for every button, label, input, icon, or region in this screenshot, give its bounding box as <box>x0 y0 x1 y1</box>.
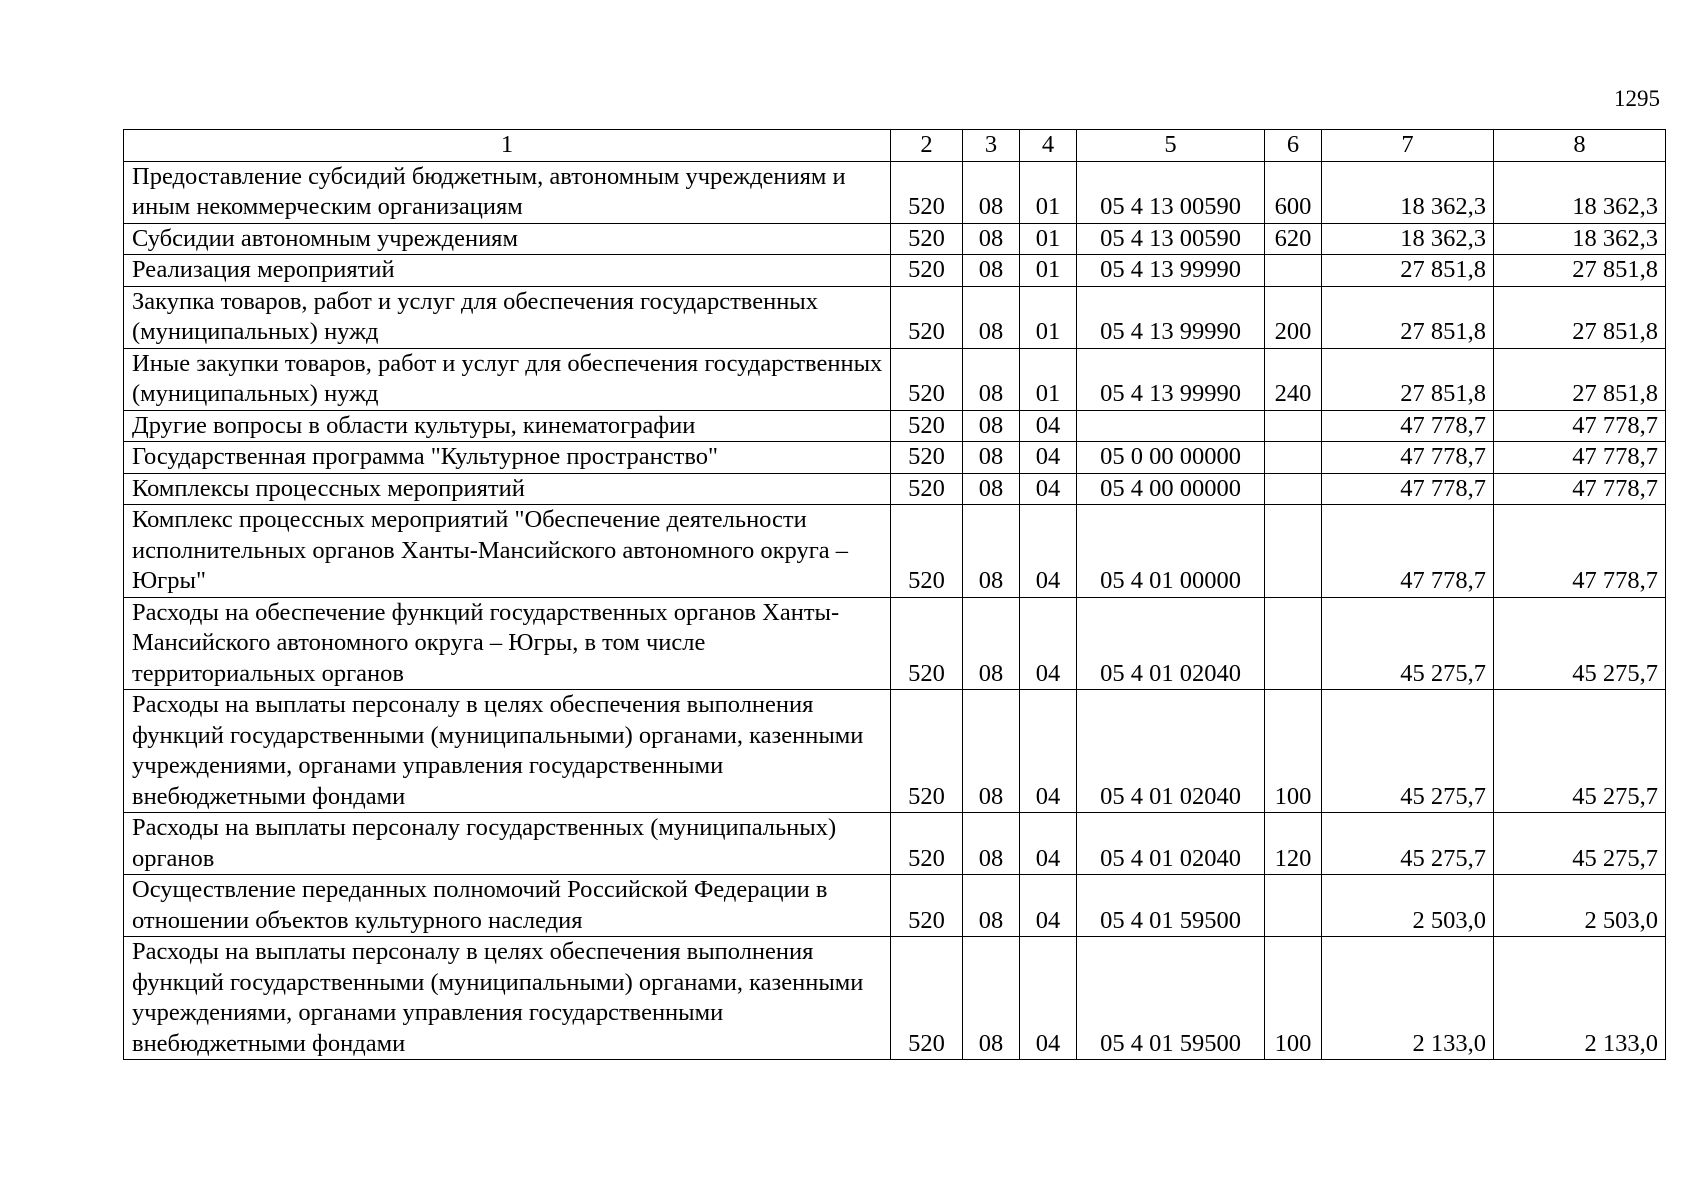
row-name: Осуществление переданных полномочий Российской Федерации в отношении объектов культурного наследия <box>124 875 891 937</box>
row-admin-code: 520 <box>891 937 963 1060</box>
row-amount-col7: 27 851,8 <box>1322 348 1494 410</box>
row-admin-code: 520 <box>891 875 963 937</box>
table-row <box>124 286 1666 348</box>
row-amount-col7: 47 778,7 <box>1322 473 1494 505</box>
table-row <box>124 875 1666 937</box>
row-target-article: 05 4 13 99990 <box>1077 286 1265 348</box>
row-amount-col7: 45 275,7 <box>1322 813 1494 875</box>
row-name: Другие вопросы в области культуры, кинематографии <box>124 410 891 442</box>
row-name: Комплекс процессных мероприятий "Обеспечение деятельности исполнительных органов Ханты-Мансийского автономного округа – Югры" <box>124 505 891 598</box>
row-expense-type <box>1265 505 1322 598</box>
row-amount-col8: 2 133,0 <box>1494 937 1666 1060</box>
row-amount-col8: 47 778,7 <box>1494 410 1666 442</box>
row-admin-code: 520 <box>891 505 963 598</box>
row-amount-col7: 18 362,3 <box>1322 223 1494 255</box>
row-amount-col7: 47 778,7 <box>1322 410 1494 442</box>
row-subsection: 04 <box>1020 937 1077 1060</box>
row-subsection: 01 <box>1020 223 1077 255</box>
row-amount-col8: 45 275,7 <box>1494 813 1666 875</box>
row-admin-code: 520 <box>891 255 963 287</box>
row-expense-type <box>1265 442 1322 474</box>
row-admin-code: 520 <box>891 813 963 875</box>
row-expense-type: 620 <box>1265 223 1322 255</box>
row-section: 08 <box>963 161 1020 223</box>
row-amount-col8: 18 362,3 <box>1494 223 1666 255</box>
row-target-article: 05 4 01 59500 <box>1077 875 1265 937</box>
row-name: Предоставление субсидий бюджетным, автономным учреждениям и иным некоммерческим организациям <box>124 161 891 223</box>
row-name: Расходы на выплаты персоналу в целях обеспечения выполнения функций государственными (муниципальными) органами, казенными учреждениями, органами управления государственными внебюджетными фондами <box>124 690 891 813</box>
row-amount-col8: 47 778,7 <box>1494 505 1666 598</box>
row-subsection: 04 <box>1020 505 1077 598</box>
row-section: 08 <box>963 473 1020 505</box>
table-row <box>124 597 1666 690</box>
row-expense-type <box>1265 410 1322 442</box>
row-admin-code: 520 <box>891 348 963 410</box>
header-cell-6: 6 <box>1265 130 1322 162</box>
row-target-article: 05 4 13 99990 <box>1077 348 1265 410</box>
row-amount-col7: 2 133,0 <box>1322 937 1494 1060</box>
table-row <box>124 223 1666 255</box>
table-row <box>124 505 1666 598</box>
row-name: Расходы на обеспечение функций государственных органов Ханты-Мансийского автономного округа – Югры, в том числе территориальных органов <box>124 597 891 690</box>
table-row <box>124 690 1666 813</box>
header-cell-5: 5 <box>1077 130 1265 162</box>
row-name: Комплексы процессных мероприятий <box>124 473 891 505</box>
row-name: Субсидии автономным учреждениям <box>124 223 891 255</box>
row-amount-col8: 27 851,8 <box>1494 255 1666 287</box>
row-expense-type <box>1265 473 1322 505</box>
row-section: 08 <box>963 597 1020 690</box>
row-target-article <box>1077 410 1265 442</box>
header-cell-8: 8 <box>1494 130 1666 162</box>
row-target-article: 05 4 01 02040 <box>1077 597 1265 690</box>
row-expense-type: 100 <box>1265 937 1322 1060</box>
table-row <box>124 473 1666 505</box>
row-subsection: 04 <box>1020 813 1077 875</box>
row-amount-col7: 18 362,3 <box>1322 161 1494 223</box>
row-name: Иные закупки товаров, работ и услуг для обеспечения государственных (муниципальных) нужд <box>124 348 891 410</box>
row-target-article: 05 4 13 00590 <box>1077 223 1265 255</box>
row-expense-type: 200 <box>1265 286 1322 348</box>
row-name: Расходы на выплаты персоналу государственных (муниципальных) органов <box>124 813 891 875</box>
row-subsection: 04 <box>1020 875 1077 937</box>
row-amount-col7: 45 275,7 <box>1322 690 1494 813</box>
row-amount-col8: 47 778,7 <box>1494 473 1666 505</box>
row-amount-col7: 45 275,7 <box>1322 597 1494 690</box>
row-section: 08 <box>963 505 1020 598</box>
table-body <box>124 130 1666 1060</box>
row-amount-col8: 27 851,8 <box>1494 286 1666 348</box>
row-expense-type: 100 <box>1265 690 1322 813</box>
row-target-article: 05 0 00 00000 <box>1077 442 1265 474</box>
row-expense-type <box>1265 875 1322 937</box>
row-amount-col8: 18 362,3 <box>1494 161 1666 223</box>
row-target-article: 05 4 13 99990 <box>1077 255 1265 287</box>
row-section: 08 <box>963 286 1020 348</box>
row-target-article: 05 4 01 02040 <box>1077 690 1265 813</box>
row-section: 08 <box>963 813 1020 875</box>
row-name: Реализация мероприятий <box>124 255 891 287</box>
row-subsection: 04 <box>1020 690 1077 813</box>
table-row <box>124 813 1666 875</box>
row-subsection: 01 <box>1020 161 1077 223</box>
row-expense-type: 120 <box>1265 813 1322 875</box>
row-target-article: 05 4 13 00590 <box>1077 161 1265 223</box>
row-section: 08 <box>963 937 1020 1060</box>
row-section: 08 <box>963 223 1020 255</box>
row-amount-col7: 2 503,0 <box>1322 875 1494 937</box>
row-admin-code: 520 <box>891 161 963 223</box>
row-admin-code: 520 <box>891 597 963 690</box>
row-subsection: 04 <box>1020 473 1077 505</box>
row-admin-code: 520 <box>891 442 963 474</box>
row-admin-code: 520 <box>891 223 963 255</box>
row-subsection: 01 <box>1020 255 1077 287</box>
row-amount-col8: 47 778,7 <box>1494 442 1666 474</box>
row-amount-col8: 2 503,0 <box>1494 875 1666 937</box>
row-name: Расходы на выплаты персоналу в целях обеспечения выполнения функций государственными (муниципальными) органами, казенными учреждениями, органами управления государственными внебюджетными фондами <box>124 937 891 1060</box>
table-row <box>124 348 1666 410</box>
row-amount-col8: 45 275,7 <box>1494 597 1666 690</box>
row-subsection: 04 <box>1020 442 1077 474</box>
row-section: 08 <box>963 255 1020 287</box>
header-row <box>124 130 1666 162</box>
row-amount-col8: 27 851,8 <box>1494 348 1666 410</box>
header-cell-3: 3 <box>963 130 1020 162</box>
table-row <box>124 255 1666 287</box>
row-admin-code: 520 <box>891 473 963 505</box>
row-target-article: 05 4 01 59500 <box>1077 937 1265 1060</box>
row-subsection: 01 <box>1020 348 1077 410</box>
row-target-article: 05 4 00 00000 <box>1077 473 1265 505</box>
row-amount-col7: 47 778,7 <box>1322 505 1494 598</box>
row-section: 08 <box>963 690 1020 813</box>
row-section: 08 <box>963 442 1020 474</box>
table-row <box>124 410 1666 442</box>
row-target-article: 05 4 01 00000 <box>1077 505 1265 598</box>
row-target-article: 05 4 01 02040 <box>1077 813 1265 875</box>
header-cell-1: 1 <box>124 130 891 162</box>
table-row <box>124 161 1666 223</box>
row-admin-code: 520 <box>891 690 963 813</box>
row-expense-type: 600 <box>1265 161 1322 223</box>
row-section: 08 <box>963 875 1020 937</box>
table-row <box>124 937 1666 1060</box>
row-expense-type: 240 <box>1265 348 1322 410</box>
row-admin-code: 520 <box>891 410 963 442</box>
row-section: 08 <box>963 348 1020 410</box>
header-cell-7: 7 <box>1322 130 1494 162</box>
budget-table <box>123 129 1666 1060</box>
row-subsection: 04 <box>1020 410 1077 442</box>
row-expense-type <box>1265 597 1322 690</box>
row-name: Государственная программа "Культурное пространство" <box>124 442 891 474</box>
row-subsection: 01 <box>1020 286 1077 348</box>
row-admin-code: 520 <box>891 286 963 348</box>
table-row <box>124 442 1666 474</box>
row-name: Закупка товаров, работ и услуг для обеспечения государственных (муниципальных) нужд <box>124 286 891 348</box>
header-cell-2: 2 <box>891 130 963 162</box>
row-amount-col7: 27 851,8 <box>1322 255 1494 287</box>
row-amount-col8: 45 275,7 <box>1494 690 1666 813</box>
row-amount-col7: 27 851,8 <box>1322 286 1494 348</box>
page-number: 1295 <box>1614 86 1660 111</box>
header-cell-4: 4 <box>1020 130 1077 162</box>
row-subsection: 04 <box>1020 597 1077 690</box>
row-expense-type <box>1265 255 1322 287</box>
row-section: 08 <box>963 410 1020 442</box>
row-amount-col7: 47 778,7 <box>1322 442 1494 474</box>
